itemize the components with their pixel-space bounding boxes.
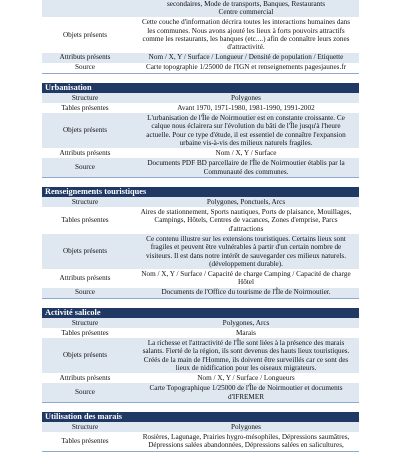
row-value: [133, 0, 359, 17]
value-line: lieux de nidification pour les oiseaux migrateurs.: [175, 364, 317, 373]
row-value: [133, 159, 359, 176]
value-line: calque nous éclairera sur l'évolution du bâti de l'Île jusqu'à l'heure: [151, 122, 341, 131]
row-value: [133, 114, 359, 148]
value-line: Polygones: [231, 93, 261, 102]
row-label: Source: [75, 163, 95, 172]
row-label: Tables présentes: [61, 103, 109, 112]
row-divider: [42, 73, 359, 74]
value-line: Documents PDF BD parcellaire de l'Île de Noirmoutier établis par la: [147, 159, 345, 168]
row-label: Objets présents: [62, 247, 108, 256]
value-line: d'attractivité.: [227, 43, 265, 52]
table-row: [42, 93, 359, 103]
row-label: Tables présentes: [61, 437, 109, 446]
section-title: Activité salicole: [42, 308, 359, 318]
row-label: Structure: [71, 422, 99, 431]
section-title: Utilisation des marais: [42, 412, 359, 422]
table-row: [42, 63, 359, 73]
row-label: Source: [75, 288, 95, 297]
table-row: [42, 103, 359, 113]
table-row: [42, 0, 359, 17]
row-value: [133, 329, 359, 337]
value-line: Polygones, Arcs: [222, 318, 270, 327]
value-line: fragiles et peuvent être vulnérables à partir d'un certain nombre de: [150, 243, 342, 252]
table-row: [42, 17, 359, 52]
row-divider: [42, 451, 359, 452]
value-line: Ce contenu illustre sur les extensions touristiques. Certains lieux sont: [146, 234, 346, 243]
value-line: Avant 1970, 1971-1980, 1981-1990, 1991-2002: [177, 103, 315, 112]
value-line: Polygones, Ponctuels, Arcs: [206, 197, 286, 206]
table-row: [42, 234, 359, 269]
value-line: Carte topographie 1/25000 de l'IGN et renseignements pagesjaunes.fr: [145, 63, 347, 72]
value-line: actuelle. Pour ce type d'étude, il est essentiel de connaître l'expansion: [146, 130, 346, 139]
value-line: les communes. Nous avons ajouté les lieux à forts pouvoirs attractifs: [147, 26, 345, 35]
value-line: Centre commercial: [218, 8, 274, 17]
value-line: Nom / X, Y / Surface / Longueur / Densité de population / Etiquette: [148, 53, 344, 62]
row-value: [133, 149, 359, 157]
value-line: La richesse et l'attractivité de l'Île sont liées à la présence des marais: [147, 338, 345, 347]
row-label: Attributs présents: [59, 53, 111, 62]
value-line: Carte Topographique 1/25000 de l'Île de Noirmoutier et documents: [149, 384, 343, 393]
value-line: urbaine vis-à-vis des milieux naturels fragiles.: [179, 139, 313, 148]
row-value: [133, 104, 359, 112]
table-row: [42, 148, 359, 158]
row-label: Source: [75, 63, 95, 72]
table-row: [42, 383, 359, 401]
value-line: Rosières, Lagunage, Prairies hygro-mésophiles, Dépressions saumâtres,: [142, 432, 350, 441]
table-row: [42, 338, 359, 373]
table-row: [42, 318, 359, 328]
value-line: Communauté des communes.: [203, 167, 289, 176]
row-label: Structure: [71, 197, 99, 206]
value-line: visiteurs. Il est dans notre intérêt de sauvegarder ces milieux naturels.: [146, 251, 346, 260]
row-value: [133, 94, 359, 102]
value-line: salants. Fierté de la région, ils sont devenus des hauts lieux touristiques.: [142, 347, 350, 356]
table-row: [42, 269, 359, 287]
row-divider: [42, 177, 359, 178]
table-row: [42, 328, 359, 338]
value-line: Hôtel: [238, 278, 254, 287]
section-title: Renseignements touristiques: [42, 187, 359, 197]
value-line: Campings, Hôtels, Centres de vacances, Zones d'emprise, Parcs: [154, 216, 338, 225]
row-label: Objets présents: [62, 351, 108, 360]
row-label: Tables présentes: [61, 328, 109, 337]
table-row: [42, 422, 359, 432]
table-row: [42, 197, 359, 207]
row-value: [133, 288, 359, 296]
value-line: Marais: [236, 328, 256, 337]
row-value: [133, 270, 359, 287]
row-value: [133, 433, 359, 450]
value-line: Documents de l'Office du tourisme de l'Île de Noirmoutier.: [161, 288, 331, 297]
value-line: Dépressions salées abandonnées, Dépressions salées en salicultures,: [148, 441, 344, 450]
row-value: [133, 423, 359, 431]
row-value: [133, 53, 359, 61]
row-value: [133, 235, 359, 269]
value-line: comme les restaurants, les banques (etc....) afin de connaître leurs zones: [142, 35, 350, 43]
row-value: [133, 63, 359, 71]
row-label: Objets présents: [62, 126, 108, 135]
table-row: [42, 207, 359, 234]
table-row: [42, 288, 359, 298]
table-row: [42, 373, 359, 383]
row-value: [133, 339, 359, 373]
value-line: Aires de stationnement, Sports nautiques, Ports de plaisance, Mouillages,: [140, 207, 352, 216]
row-label: Structure: [71, 318, 99, 327]
value-line: (développement durable).: [209, 260, 283, 269]
value-line: Cette couche d'information décrira toutes les interactions humaines dans: [141, 18, 351, 27]
row-value: [133, 319, 359, 327]
row-value: [133, 208, 359, 233]
value-line: secondaires, Mode de transports, Banques, Restaurants: [166, 0, 326, 8]
value-line: Polygones: [231, 422, 261, 431]
row-label: Attributs présents: [59, 374, 111, 383]
table-row: [42, 158, 359, 176]
row-label: Structure: [71, 93, 99, 102]
row-label: Objets présents: [62, 30, 108, 39]
value-line: L'urbanisation de l'Île de Noirmoutier est en constante croissante. Ce: [147, 113, 345, 122]
value-line: Nom / X, Y / Surface / Longueurs: [197, 374, 295, 383]
table-row: [42, 113, 359, 148]
row-value: [133, 198, 359, 206]
row-divider: [42, 298, 359, 299]
table-row: [42, 432, 359, 450]
section-title: Urbanisation: [42, 83, 359, 93]
row-value: [133, 18, 359, 52]
value-line: Nom / X, Y / Surface / Capacité de charge Camping / Capacité de charge: [141, 269, 351, 278]
table-row: [42, 53, 359, 63]
row-label: Source: [75, 388, 95, 397]
row-value: [133, 374, 359, 382]
value-line: Créés de la main de l'Homme, ils doivent être surveillés car ce sont des: [143, 355, 349, 364]
value-line: d'IFREMER: [227, 392, 265, 401]
value-line: d'attractions: [228, 224, 264, 233]
row-label: Attributs présents: [59, 274, 111, 283]
value-line: Nom / X, Y / Surface: [215, 149, 277, 158]
row-value: [133, 384, 359, 401]
row-label: Tables présentes: [61, 216, 109, 225]
row-divider: [42, 402, 359, 403]
row-label: Attributs présents: [59, 149, 111, 158]
